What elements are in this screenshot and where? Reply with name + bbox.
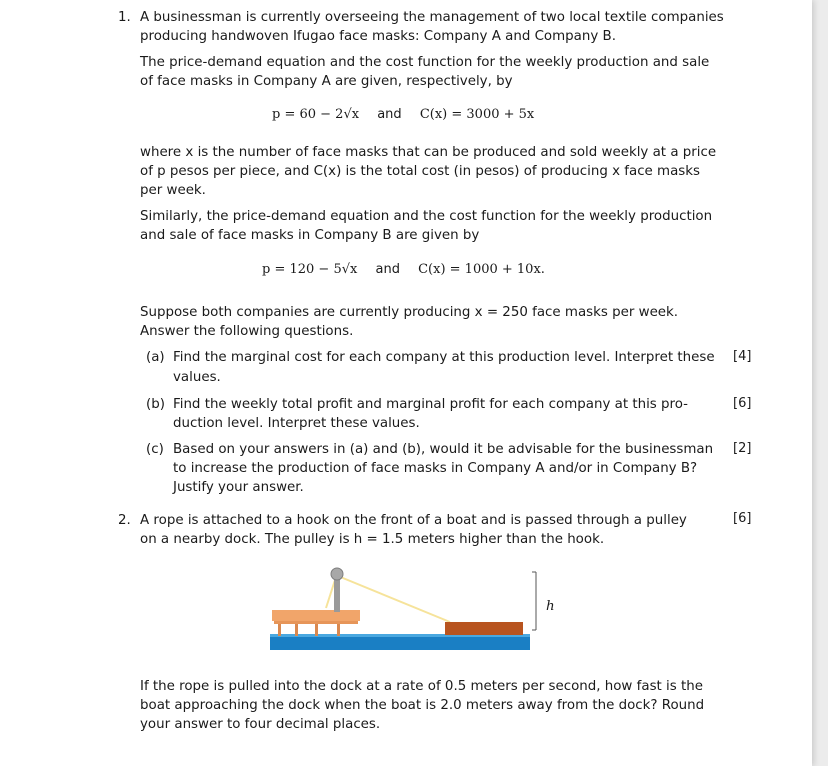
part-a-label: (a) xyxy=(146,350,165,365)
equation-b-and: and xyxy=(375,262,400,277)
equation-a xyxy=(272,107,534,122)
q1-suppose-line-2: Answer the following questions. xyxy=(140,324,354,339)
part-c-points: [2] xyxy=(733,441,752,456)
q1-company-b-line-2: and sale of face masks in Company B are given by xyxy=(140,228,480,243)
part-b-line-1: Find the weekly total profit and marginal profit for each company at this pro- xyxy=(173,397,689,412)
q1-number: 1. xyxy=(118,10,131,25)
q1-where-line-1: where x is the number of face masks that can be produced and sold weekly at a price xyxy=(140,145,717,160)
q2-after-line-1: If the rope is pulled into the dock at a rate of 0.5 meters per second, how fast is the xyxy=(140,679,703,694)
q1-company-a-line-2: of face masks in Company A are given, respectively, by xyxy=(140,74,513,89)
part-a-line-1: Find the marginal cost for each company at this production level. Interpret these xyxy=(173,350,715,365)
q2-number: 2. xyxy=(118,513,131,528)
q1-company-b-line-1: Similarly, the price-demand equation and the cost function for the weekly production xyxy=(140,209,713,224)
equation-b-price: p = 120 − 5√x xyxy=(262,262,358,277)
q1-intro-line-1: A businessman is currently overseeing the management of two local textile companies xyxy=(140,10,724,25)
part-b-label: (b) xyxy=(146,397,165,412)
pulley-icon xyxy=(331,568,343,580)
part-b-line-2: duction level. Interpret these values. xyxy=(173,416,420,431)
q2-line-1: A rope is attached to a hook on the front of a boat and is passed through a pulley xyxy=(140,513,687,528)
q2-after-line-2: boat approaching the dock when the boat is 2.0 meters away from the dock? Round xyxy=(140,698,705,713)
dock-deck xyxy=(272,610,360,621)
equation-b-cost: C(x) = 1000 + 10x. xyxy=(418,262,545,277)
pulley-post xyxy=(334,576,340,612)
part-c-line-1: Based on your answers in (a) and (b), would it be advisable for the businessman xyxy=(173,442,714,457)
q2-points: [6] xyxy=(733,511,752,526)
part-b-points: [6] xyxy=(733,396,752,411)
q1-where-line-2: of p pesos per piece, and C(x) is the total cost (in pesos) of producing x face masks xyxy=(140,164,701,179)
rope-slack xyxy=(326,580,335,608)
equation-a-and: and xyxy=(377,107,402,122)
equation-a-price: p = 60 − 2√x xyxy=(272,107,360,122)
q1-intro-line-2: producing handwoven Ifugao face masks: Company A and Company B. xyxy=(140,29,616,44)
q1-suppose-line-1: Suppose both companies are currently producing x = 250 face masks per week. xyxy=(140,305,679,320)
equation-b xyxy=(262,262,545,277)
part-a-line-2: values. xyxy=(173,370,221,385)
figure-height-label: h xyxy=(546,599,555,614)
dock-beam xyxy=(274,621,358,624)
boat-pulley-figure xyxy=(260,560,560,660)
part-a-points: [4] xyxy=(733,349,752,364)
q2-after-line-3: your answer to four decimal places. xyxy=(140,717,381,732)
boat xyxy=(445,622,523,635)
equation-a-cost: C(x) = 3000 + 5x xyxy=(419,107,535,122)
part-c-line-3: Justify your answer. xyxy=(173,480,304,495)
q2-line-2: on a nearby dock. The pulley is h = 1.5 meters higher than the hook. xyxy=(140,532,605,547)
q1-where-line-3: per week. xyxy=(140,183,206,198)
part-c-label: (c) xyxy=(146,442,164,457)
q1-company-a-line-1: The price-demand equation and the cost function for the weekly production and sale xyxy=(140,55,710,70)
part-c-line-2: to increase the production of face masks in Company A and/or in Company B? xyxy=(173,461,698,476)
